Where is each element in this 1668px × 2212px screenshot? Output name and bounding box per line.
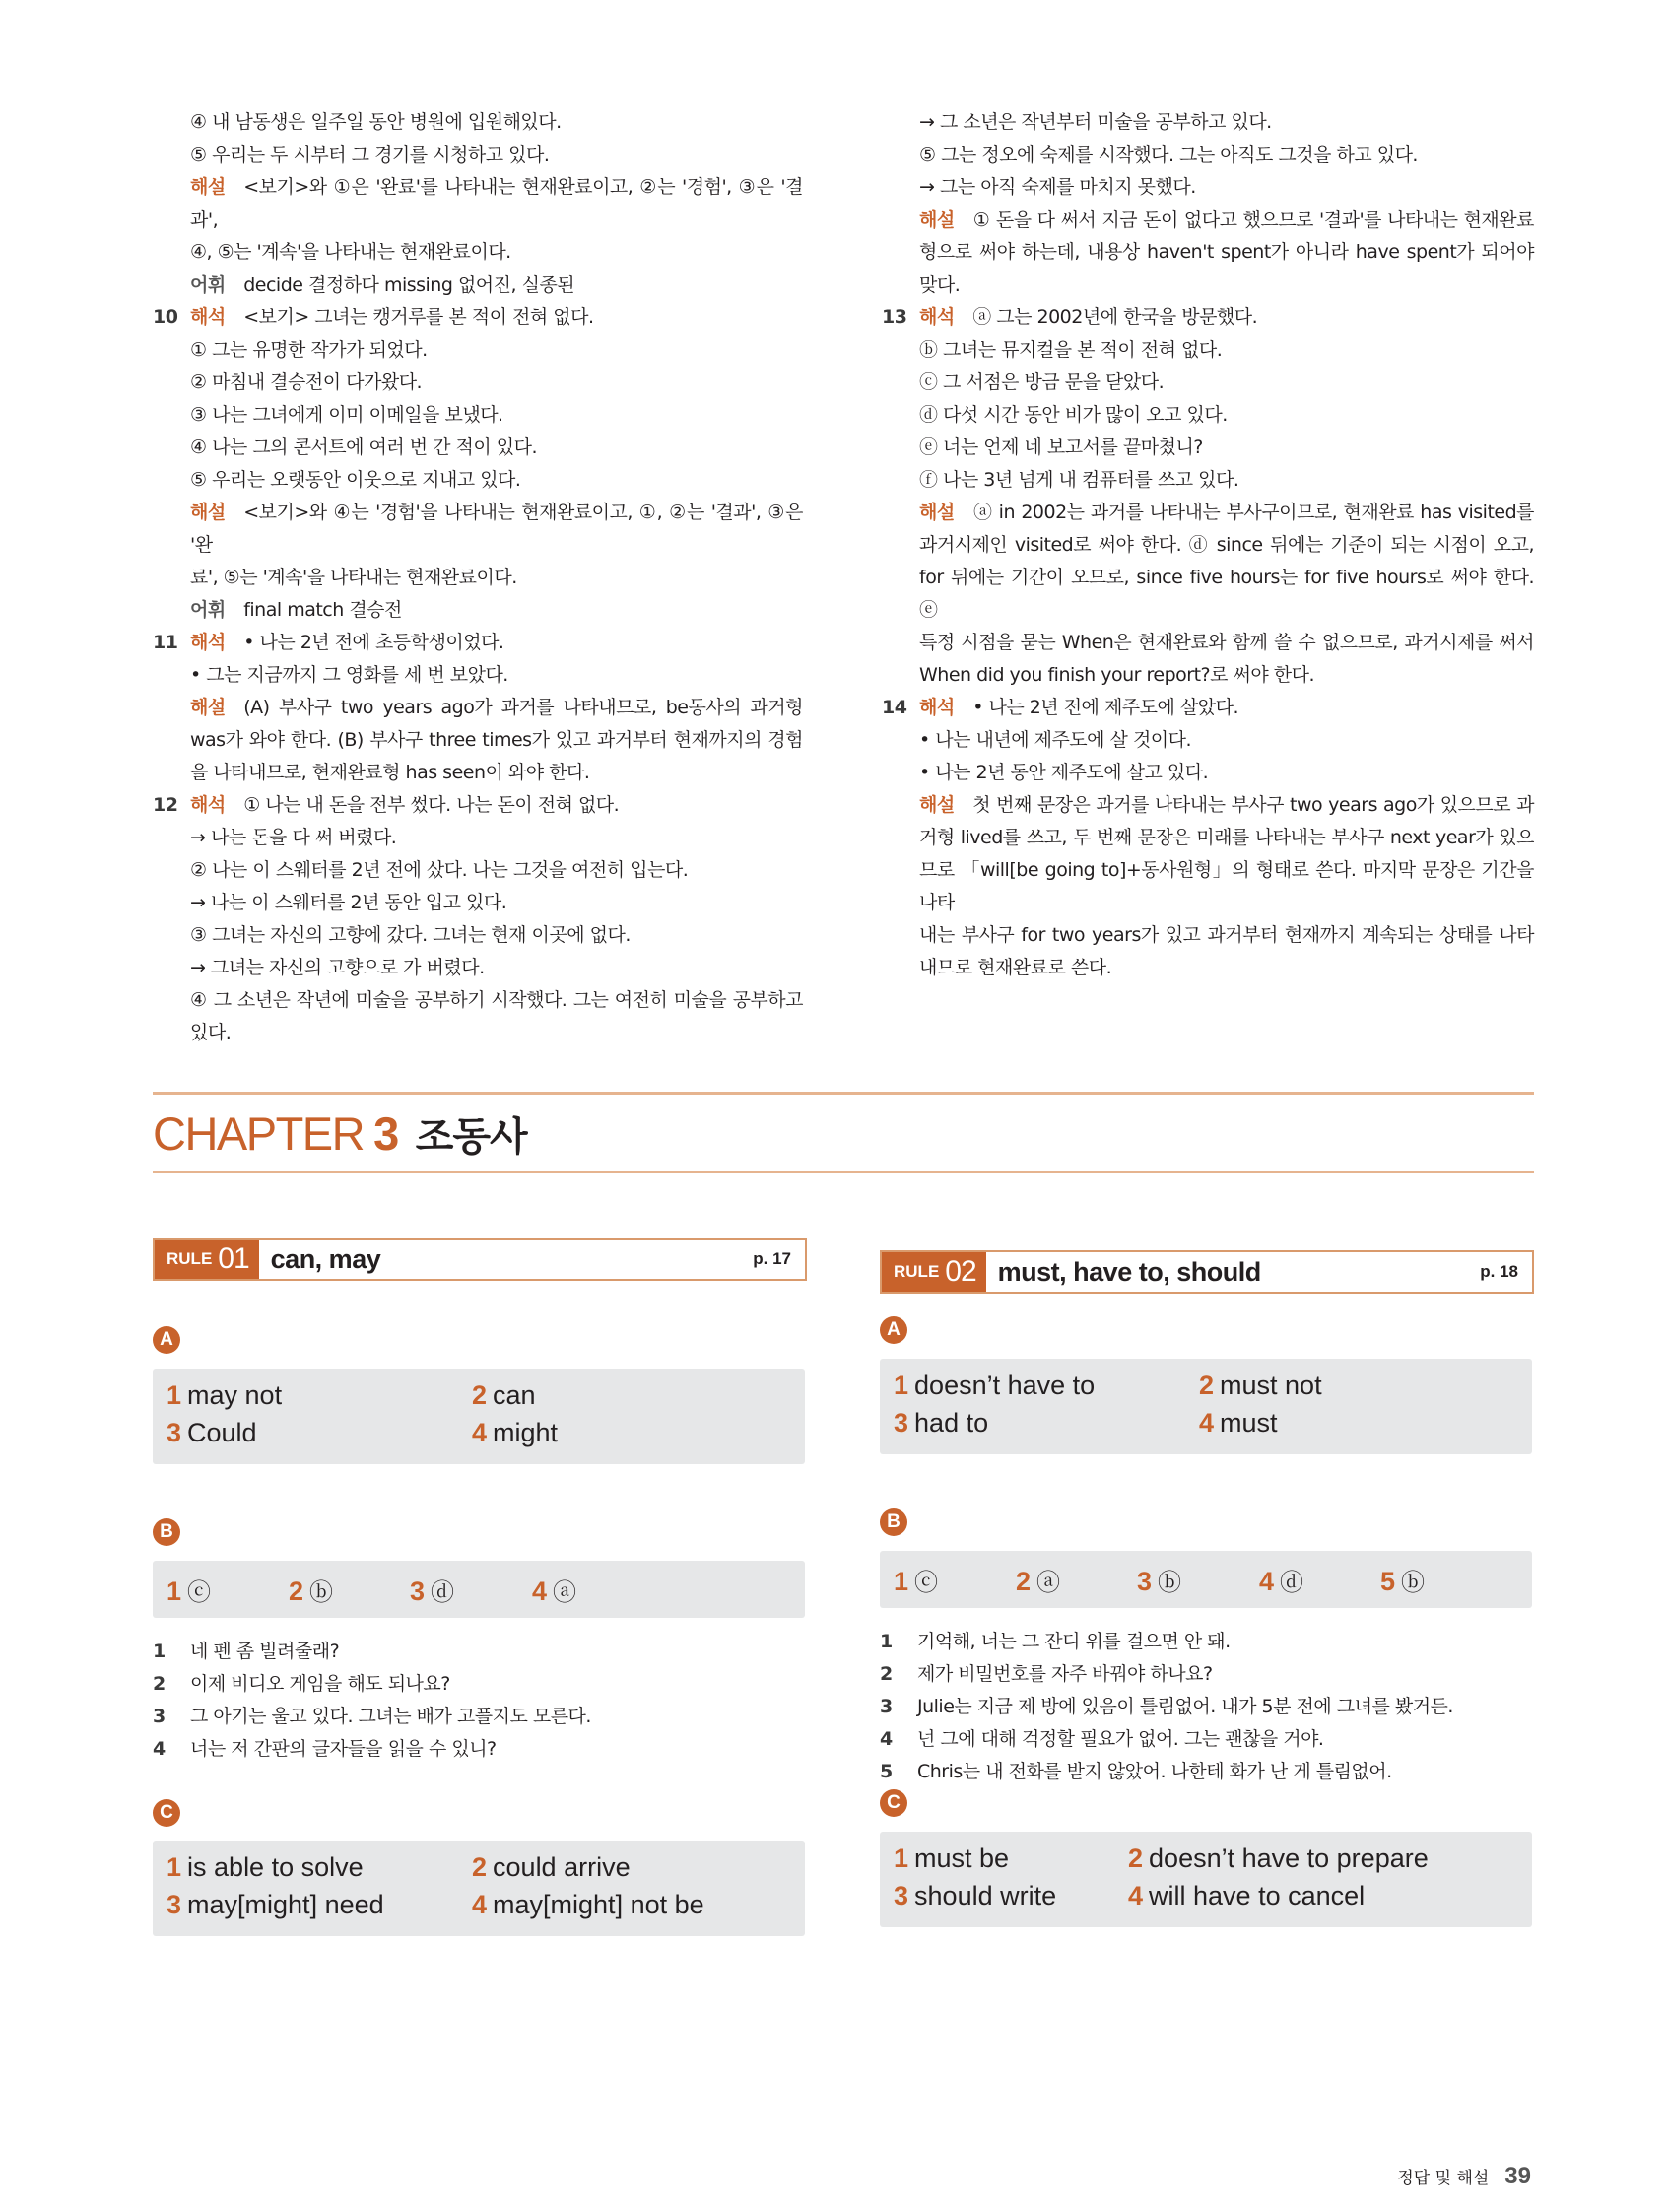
- answer: 4 may[might] not be: [472, 1890, 704, 1919]
- line-text: ① 돈을 다 써서 지금 돈이 없다고 했으므로 '결과'를 나타내는 현재완료: [972, 209, 1534, 231]
- answer: 1 must be: [894, 1843, 1010, 1873]
- answer: 1 is able to solve: [167, 1852, 364, 1882]
- section-b-marker: B: [880, 1508, 907, 1536]
- answer: 4 ⓐ: [532, 1576, 577, 1606]
- line-text: ④ 그 소년은 작년에 미술을 공부하기 시작했다. 그는 여전히 미술을 공부하고: [190, 989, 803, 1011]
- chapter-korean-title: 조동사: [415, 1113, 527, 1160]
- translation-line: 3 Julie는 지금 제 방에 있음이 틀림없어. 내가 5분 전에 그녀를 봤거든.: [880, 1696, 1453, 1717]
- line-text: • 나는 2년 전에 제주도에 살았다.: [972, 697, 1239, 718]
- rule-02-a-answer-box: [880, 1359, 1532, 1454]
- text-line: [153, 497, 803, 562]
- line-text: ③ 그녀는 자신의 고향에 갔다. 그녀는 현재 이곳에 없다.: [190, 924, 631, 946]
- line-text: 있다.: [190, 1022, 232, 1043]
- text-line: [153, 139, 803, 171]
- rule-01-header: [153, 1238, 807, 1281]
- text-line: [882, 302, 1534, 334]
- text-line: [153, 302, 803, 334]
- line-label: 어휘: [190, 274, 226, 296]
- text-line: [882, 106, 1534, 139]
- line-text: ① 그는 유명한 작가가 되었다.: [190, 339, 428, 361]
- rule-02-page-ref: p. 18: [1480, 1262, 1518, 1281]
- chapter-top-rule: [153, 1092, 1534, 1095]
- rule-01-badge: [155, 1240, 259, 1279]
- line-label: 어휘: [190, 599, 226, 621]
- text-line: [153, 1017, 803, 1049]
- answer: 2 must not: [1199, 1371, 1322, 1400]
- text-line: [882, 854, 1534, 919]
- line-label: 해설: [919, 209, 955, 231]
- text-line: [153, 659, 803, 692]
- text-line: [153, 432, 803, 464]
- line-text: 형으로 써야 하는데, 내용상 haven't spent가 아니라 have spent가 되어야: [919, 241, 1534, 263]
- line-text: ⑤ 우리는 오랫동안 이웃으로 지내고 있다.: [190, 469, 521, 491]
- line-text: <보기> 그녀는 캥거루를 본 적이 전혀 없다.: [243, 306, 594, 328]
- line-label: 해설: [919, 794, 955, 816]
- line-text: 내므로 현재완료로 쓴다.: [919, 957, 1112, 978]
- line-label: 해석: [190, 306, 226, 328]
- text-line: [153, 789, 803, 822]
- answer: 3 should write: [894, 1881, 1057, 1910]
- text-line: [153, 627, 803, 659]
- line-text: ⓑ 그녀는 뮤지컬을 본 적이 전혀 없다.: [919, 339, 1223, 361]
- text-line: [882, 432, 1534, 464]
- answer: 3 Could: [167, 1418, 257, 1447]
- rule-01-c-answer-box: [153, 1841, 805, 1936]
- line-label: 해석: [919, 306, 955, 328]
- text-line: [882, 627, 1534, 659]
- text-line: [882, 952, 1534, 984]
- line-text: ④ 내 남동생은 일주일 동안 병원에 입원해있다.: [190, 111, 562, 133]
- text-line: [882, 562, 1534, 627]
- text-line: [153, 367, 803, 399]
- answer: 4 ⓓ: [1259, 1567, 1304, 1596]
- line-text: 을 나타내므로, 현재완료형 has seen이 와야 한다.: [190, 762, 590, 783]
- line-text: → 그는 아직 숙제를 마치지 못했다.: [919, 176, 1196, 198]
- text-line: [882, 724, 1534, 757]
- rule-02-header: [880, 1250, 1534, 1294]
- answer: 3 ⓓ: [410, 1576, 455, 1606]
- answer: 3 may[might] need: [167, 1890, 384, 1919]
- text-line: [153, 399, 803, 432]
- line-text: • 그는 지금까지 그 영화를 세 번 보았다.: [190, 664, 508, 686]
- text-line: [153, 952, 803, 984]
- chapter-bottom-rule: [153, 1171, 1534, 1173]
- line-label: 해설: [919, 502, 955, 523]
- text-line: [882, 334, 1534, 367]
- translation-line: 1 네 펜 좀 빌려줄래?: [153, 1641, 340, 1662]
- text-line: [882, 757, 1534, 789]
- translation-line: 2 제가 비밀번호를 자주 바꿔야 하나요?: [880, 1663, 1213, 1685]
- chapter-title: [153, 1104, 527, 1163]
- text-line: [153, 919, 803, 952]
- text-line: [153, 854, 803, 887]
- line-text: → 나는 이 스웨터를 2년 동안 입고 있다.: [190, 892, 507, 913]
- text-line: [882, 659, 1534, 692]
- answer: 1 may not: [167, 1380, 283, 1410]
- item-number: 14: [882, 697, 907, 718]
- line-text: ⓐ in 2002는 과거를 나타내는 부사구이므로, 현재완료 has visited를: [972, 502, 1534, 523]
- line-text: When did you finish your report?로 써야 한다.: [919, 664, 1315, 686]
- section-a-marker: A: [153, 1326, 180, 1354]
- text-line: [882, 139, 1534, 171]
- rule-01-b-answer-box: [153, 1561, 805, 1618]
- footer-label: 정답 및 해설: [1397, 2169, 1490, 2188]
- section-c-marker: C: [153, 1799, 180, 1827]
- text-line: [153, 757, 803, 789]
- line-text: 거형 lived를 쓰고, 두 번째 문장은 미래를 나타내는 부사구 next year가 있으: [919, 827, 1534, 848]
- line-text: ⓓ 다섯 시간 동안 비가 많이 오고 있다.: [919, 404, 1228, 426]
- text-line: [153, 171, 803, 236]
- text-line: [153, 692, 803, 724]
- translation-line: 5 Chris는 내 전화를 받지 않았어. 나한테 화가 난 게 틀림없어.: [880, 1761, 1392, 1782]
- line-text: final match 결승전: [243, 599, 402, 621]
- answer: 1 ⓒ: [894, 1567, 939, 1596]
- line-text: ⑤ 우리는 두 시부터 그 경기를 시청하고 있다.: [190, 144, 550, 166]
- rule-01-title: can, may: [270, 1243, 381, 1274]
- text-line: [882, 204, 1534, 236]
- text-line: [882, 367, 1534, 399]
- line-text: • 나는 2년 전에 초등학생이었다.: [243, 632, 504, 653]
- rule-02-c-answer-box: [880, 1832, 1532, 1927]
- line-text: → 그녀는 자신의 고향으로 가 버렸다.: [190, 957, 485, 978]
- section-a-marker: A: [880, 1316, 907, 1344]
- page-number: 39: [1504, 2163, 1531, 2189]
- text-line: [153, 594, 803, 627]
- line-text: ⓐ 그는 2002년에 한국을 방문했다.: [972, 306, 1258, 328]
- translation-line: 3 그 아기는 울고 있다. 그녀는 배가 고플지도 모른다.: [153, 1706, 591, 1727]
- answer: 2 doesn’t have to prepare: [1128, 1843, 1429, 1873]
- line-text: 특정 시점을 묻는 When은 현재완료와 함께 쓸 수 없으므로, 과거시제를 써서: [919, 632, 1534, 653]
- line-text: → 그 소년은 작년부터 미술을 공부하고 있다.: [919, 111, 1272, 133]
- text-line: [882, 919, 1534, 952]
- line-text: 첫 번째 문장은 과거를 나타내는 부사구 two years ago가 있으므로 과: [972, 794, 1534, 816]
- text-line: [153, 984, 803, 1017]
- translation-line: 1 기억해, 너는 그 잔디 위를 걸으면 안 돼.: [880, 1631, 1231, 1652]
- text-line: [153, 334, 803, 367]
- text-line: [882, 269, 1534, 302]
- rule-02-title: must, have to, should: [997, 1256, 1261, 1287]
- page-footer: [1397, 2163, 1531, 2190]
- right-text-column: [882, 106, 1534, 984]
- text-line: [882, 529, 1534, 562]
- text-line: [153, 269, 803, 302]
- item-number: 10: [153, 306, 178, 328]
- rule-02-b-answer-box: [880, 1551, 1532, 1608]
- rule-01-b-translations: [153, 1636, 591, 1766]
- line-text: for 뒤에는 기간이 오므로, since five hours는 for five hours로 써야 한다. ⓔ: [919, 567, 1534, 621]
- text-line: [153, 724, 803, 757]
- text-line: [882, 236, 1534, 269]
- rule-01-a-answer-box: [153, 1369, 805, 1464]
- rule-01-page-ref: p. 17: [753, 1249, 791, 1268]
- line-label: 해설: [190, 502, 226, 523]
- answer: 3 ⓑ: [1137, 1567, 1182, 1596]
- answer: 1 ⓒ: [167, 1576, 212, 1606]
- rule-number: 01: [218, 1242, 249, 1275]
- line-text: (A) 부사구 two years ago가 과거를 나타내므로, be동사의 과거형: [243, 697, 803, 718]
- line-text: 내는 부사구 for two years가 있고 과거부터 현재까지 계속되는 상태를 나타: [919, 924, 1534, 946]
- translation-line: 4 너는 저 간판의 글자들을 읽을 수 있니?: [153, 1738, 497, 1760]
- text-line: [153, 464, 803, 497]
- section-c-marker: C: [880, 1789, 907, 1817]
- text-line: [882, 464, 1534, 497]
- line-text: ① 나는 내 돈을 전부 썼다. 나는 돈이 전혀 없다.: [243, 794, 620, 816]
- line-text: → 나는 돈을 다 써 버렸다.: [190, 827, 397, 848]
- line-text: ⓒ 그 서점은 방금 문을 닫았다.: [919, 371, 1165, 393]
- line-text: ④ 나는 그의 콘서트에 여러 번 간 적이 있다.: [190, 436, 538, 458]
- answer: 2 can: [472, 1380, 536, 1410]
- line-text: • 나는 2년 동안 제주도에 살고 있다.: [919, 762, 1209, 783]
- answer: 2 ⓐ: [1016, 1567, 1061, 1596]
- line-text: 료', ⑤는 '계속'을 나타내는 현재완료이다.: [190, 567, 517, 588]
- text-line: [882, 822, 1534, 854]
- line-label: 해설: [190, 697, 226, 718]
- line-text: ③ 나는 그녀에게 이미 이메일을 보냈다.: [190, 404, 503, 426]
- line-text: ⑤ 그는 정오에 숙제를 시작했다. 그는 아직도 그것을 하고 있다.: [919, 144, 1418, 166]
- answer: 3 had to: [894, 1408, 989, 1438]
- line-text: decide 결정하다 missing 없어진, 실종된: [243, 274, 575, 296]
- answer: 4 must: [1199, 1408, 1278, 1438]
- line-text: 과거시제인 visited로 써야 한다. ⓓ since 뒤에는 기준이 되는 시점이 오고,: [919, 534, 1534, 556]
- answer: 4 might: [472, 1418, 559, 1447]
- line-text: ⓕ 나는 3년 넘게 내 컴퓨터를 쓰고 있다.: [919, 469, 1239, 491]
- line-text: <보기>와 ①은 '완료'를 나타내는 현재완료이고, ②는 '경험', ③은 '결과',: [190, 176, 803, 231]
- text-line: [153, 106, 803, 139]
- text-line: [882, 692, 1534, 724]
- rule-number: 02: [945, 1255, 976, 1288]
- text-line: [882, 789, 1534, 822]
- text-line: [153, 236, 803, 269]
- rule-02-b-translations: [880, 1626, 1453, 1788]
- line-text: 므로 「will[be going to]+동사원형」의 형태로 쓴다. 마지막 문장은 기간을 나타: [919, 859, 1534, 913]
- answer: 2 could arrive: [472, 1852, 631, 1882]
- rule-word: RULE: [167, 1249, 213, 1268]
- text-line: [153, 822, 803, 854]
- text-line: [153, 562, 803, 594]
- line-label: 해석: [190, 794, 226, 816]
- rule-word: RULE: [894, 1262, 940, 1281]
- line-text: ② 나는 이 스웨터를 2년 전에 샀다. 나는 그것을 여전히 입는다.: [190, 859, 689, 881]
- text-line: [882, 497, 1534, 529]
- text-line: [153, 887, 803, 919]
- chapter-word: CHAPTER: [153, 1106, 365, 1160]
- line-label: 해설: [190, 176, 226, 198]
- line-text: was가 와야 한다. (B) 부사구 three times가 있고 과거부터 현재까지의 경험: [190, 729, 803, 751]
- answer: 1 doesn’t have to: [894, 1371, 1096, 1400]
- line-text: ② 마침내 결승전이 다가왔다.: [190, 371, 423, 393]
- answer: 5 ⓑ: [1380, 1567, 1426, 1596]
- line-text: 맞다.: [919, 274, 961, 296]
- item-number: 11: [153, 632, 178, 653]
- line-text: ⓔ 너는 언제 네 보고서를 끝마쳤니?: [919, 436, 1203, 458]
- item-number: 12: [153, 794, 178, 816]
- chapter-number: 3: [373, 1106, 398, 1160]
- text-line: [882, 399, 1534, 432]
- text-line: [882, 171, 1534, 204]
- line-text: • 나는 내년에 제주도에 살 것이다.: [919, 729, 1192, 751]
- translation-line: 2 이제 비디오 게임을 해도 되나요?: [153, 1673, 450, 1695]
- answer: 4 will have to cancel: [1128, 1881, 1366, 1910]
- line-text: <보기>와 ④는 '경험'을 나타내는 현재완료이고, ①, ②는 '결과', ③은 '완: [190, 502, 803, 556]
- left-text-column: [153, 106, 803, 1049]
- line-label: 해석: [190, 632, 226, 653]
- rule-02-badge: [882, 1252, 986, 1292]
- translation-line: 4 넌 그에 대해 걱정할 필요가 없어. 그는 괜찮을 거야.: [880, 1728, 1324, 1750]
- line-text: ④, ⑤는 '계속'을 나타내는 현재완료이다.: [190, 241, 511, 263]
- answer: 2 ⓑ: [289, 1576, 334, 1606]
- section-b-marker: B: [153, 1518, 180, 1546]
- line-label: 해석: [919, 697, 955, 718]
- item-number: 13: [882, 306, 907, 328]
